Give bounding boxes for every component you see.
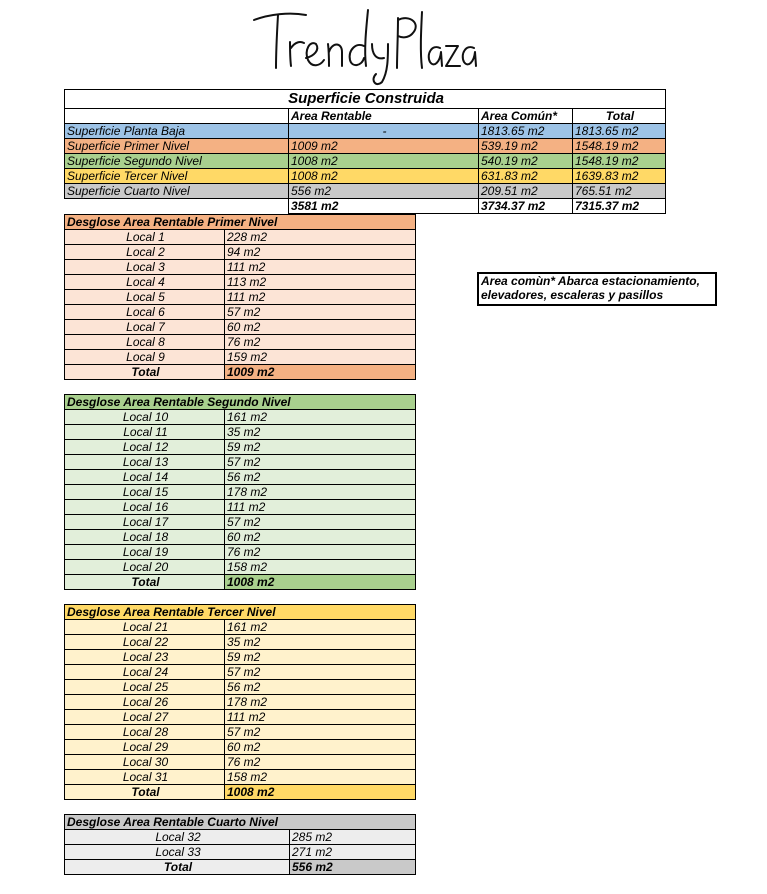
- local-area: 161 m2: [225, 620, 416, 635]
- local-name: Local 24: [65, 665, 225, 680]
- local-name: Local 26: [65, 695, 225, 710]
- local-name: Local 31: [65, 770, 225, 785]
- note-line-1: Area comùn* Abarca estacionamiento,: [481, 274, 700, 288]
- section-total-row: [65, 575, 416, 590]
- totals-total: 7315.37 m2: [573, 199, 666, 214]
- area-comun-note: [477, 272, 717, 306]
- summary-title: Superficie Construida: [65, 90, 666, 109]
- summary-row-primer-nivel: [65, 139, 666, 154]
- table-row: [65, 335, 416, 350]
- row-area-comun: 1813.65 m2: [479, 124, 573, 139]
- row-total: 1813.65 m2: [573, 124, 666, 139]
- table-row: [65, 470, 416, 485]
- totals-area-rentable: 3581 m2: [289, 199, 479, 214]
- note-line-2: elevadores, escaleras y pasillos: [481, 288, 664, 302]
- summary-row-segundo-nivel: [65, 154, 666, 169]
- summary-row-planta-baja: [65, 124, 666, 139]
- row-area-rentable: 556 m2: [289, 184, 479, 199]
- local-area: 271 m2: [290, 845, 416, 860]
- table-row: [65, 620, 416, 635]
- local-area: 35 m2: [225, 425, 416, 440]
- table-row: [65, 830, 416, 845]
- row-total: 1639.83 m2: [573, 169, 666, 184]
- table-row: [65, 710, 416, 725]
- section-title: Desglose Area Rentable Segundo Nivel: [65, 395, 416, 410]
- local-name: Local 8: [65, 335, 225, 350]
- section-title: Desglose Area Rentable Primer Nivel: [65, 215, 416, 230]
- local-name: Local 5: [65, 290, 225, 305]
- local-name: Local 27: [65, 710, 225, 725]
- local-name: Local 30: [65, 755, 225, 770]
- local-area: 178 m2: [225, 695, 416, 710]
- row-area-comun: 539.19 m2: [479, 139, 573, 154]
- row-area-rentable: 1009 m2: [289, 139, 479, 154]
- local-area: 56 m2: [225, 470, 416, 485]
- table-row: [65, 260, 416, 275]
- total-value: 556 m2: [290, 860, 416, 875]
- local-area: 57 m2: [225, 455, 416, 470]
- local-name: Local 29: [65, 740, 225, 755]
- row-label: Superficie Planta Baja: [65, 124, 289, 139]
- row-total: 1548.19 m2: [573, 154, 666, 169]
- desglose-segundo-nivel-table: [64, 394, 416, 590]
- local-area: 57 m2: [225, 665, 416, 680]
- table-row: [65, 740, 416, 755]
- summary-totals-row: [65, 199, 666, 214]
- table-row: [65, 290, 416, 305]
- table-row: [65, 500, 416, 515]
- local-area: 113 m2: [225, 275, 416, 290]
- local-name: Local 6: [65, 305, 225, 320]
- local-area: 178 m2: [225, 485, 416, 500]
- local-area: 94 m2: [225, 245, 416, 260]
- table-row: [65, 440, 416, 455]
- table-row: [65, 320, 416, 335]
- table-row: [65, 530, 416, 545]
- section-title: Desglose Area Rentable Cuarto Nivel: [65, 815, 416, 830]
- local-area: 60 m2: [225, 530, 416, 545]
- local-name: Local 33: [65, 845, 290, 860]
- row-label: Superficie Primer Nivel: [65, 139, 289, 154]
- local-area: 57 m2: [225, 305, 416, 320]
- row-area-rentable: -: [289, 124, 479, 139]
- table-row: [65, 845, 416, 860]
- desglose-primer-nivel-table: [64, 214, 416, 380]
- row-area-comun: 209.51 m2: [479, 184, 573, 199]
- table-row: [65, 230, 416, 245]
- table-row: [65, 245, 416, 260]
- row-total: 1548.19 m2: [573, 139, 666, 154]
- table-row: [65, 770, 416, 785]
- local-name: Local 16: [65, 500, 225, 515]
- local-name: Local 1: [65, 230, 225, 245]
- local-area: 111 m2: [225, 710, 416, 725]
- local-area: 161 m2: [225, 410, 416, 425]
- table-row: [65, 425, 416, 440]
- table-row: [65, 515, 416, 530]
- table-row: [65, 305, 416, 320]
- row-area-comun: 631.83 m2: [479, 169, 573, 184]
- table-row: [65, 755, 416, 770]
- local-name: Local 10: [65, 410, 225, 425]
- header-area-comun: Area Común*: [479, 109, 573, 124]
- row-area-comun: 540.19 m2: [479, 154, 573, 169]
- local-name: Local 9: [65, 350, 225, 365]
- table-row: [65, 635, 416, 650]
- local-name: Local 22: [65, 635, 225, 650]
- row-label: Superficie Cuarto Nivel: [65, 184, 289, 199]
- local-area: 76 m2: [225, 335, 416, 350]
- total-label: Total: [65, 365, 225, 380]
- row-area-rentable: 1008 m2: [289, 154, 479, 169]
- local-name: Local 7: [65, 320, 225, 335]
- section-title: Desglose Area Rentable Tercer Nivel: [65, 605, 416, 620]
- local-name: Local 3: [65, 260, 225, 275]
- table-row: [65, 275, 416, 290]
- row-area-rentable: 1008 m2: [289, 169, 479, 184]
- table-row: [65, 665, 416, 680]
- total-value: 1009 m2: [225, 365, 416, 380]
- header-blank: [65, 109, 289, 124]
- section-total-row: [65, 785, 416, 800]
- desglose-tercer-nivel-table: [64, 604, 416, 800]
- total-label: Total: [65, 860, 290, 875]
- row-total: 765.51 m2: [573, 184, 666, 199]
- local-name: Local 15: [65, 485, 225, 500]
- row-label: Superficie Tercer Nivel: [65, 169, 289, 184]
- header-total: Total: [573, 109, 666, 124]
- summary-row-cuarto-nivel: [65, 184, 666, 199]
- local-area: 57 m2: [225, 515, 416, 530]
- local-name: Local 28: [65, 725, 225, 740]
- local-name: Local 20: [65, 560, 225, 575]
- local-name: Local 12: [65, 440, 225, 455]
- local-name: Local 14: [65, 470, 225, 485]
- local-name: Local 11: [65, 425, 225, 440]
- total-value: 1008 m2: [225, 575, 416, 590]
- section-total-row: [65, 860, 416, 875]
- total-label: Total: [65, 575, 225, 590]
- local-area: 60 m2: [225, 740, 416, 755]
- table-row: [65, 725, 416, 740]
- local-area: 111 m2: [225, 290, 416, 305]
- table-row: [65, 485, 416, 500]
- trendy-plaza-logo: [250, 2, 480, 86]
- desglose-cuarto-nivel-table: [64, 814, 416, 875]
- local-area: 111 m2: [225, 260, 416, 275]
- local-name: Local 25: [65, 680, 225, 695]
- local-name: Local 23: [65, 650, 225, 665]
- local-area: 59 m2: [225, 650, 416, 665]
- local-area: 56 m2: [225, 680, 416, 695]
- totals-area-comun: 3734.37 m2: [479, 199, 573, 214]
- local-name: Local 19: [65, 545, 225, 560]
- table-row: [65, 680, 416, 695]
- local-area: 111 m2: [225, 500, 416, 515]
- local-name: Local 2: [65, 245, 225, 260]
- local-area: 228 m2: [225, 230, 416, 245]
- table-row: [65, 350, 416, 365]
- local-area: 59 m2: [225, 440, 416, 455]
- total-label: Total: [65, 785, 225, 800]
- section-total-row: [65, 365, 416, 380]
- header-area-rentable: Area Rentable: [289, 109, 479, 124]
- local-area: 158 m2: [225, 560, 416, 575]
- local-area: 159 m2: [225, 350, 416, 365]
- superficie-construida-table: [64, 89, 666, 214]
- local-area: 35 m2: [225, 635, 416, 650]
- total-value: 1008 m2: [225, 785, 416, 800]
- local-area: 76 m2: [225, 755, 416, 770]
- row-label: Superficie Segundo Nivel: [65, 154, 289, 169]
- local-name: Local 13: [65, 455, 225, 470]
- local-name: Local 21: [65, 620, 225, 635]
- table-row: [65, 560, 416, 575]
- table-row: [65, 410, 416, 425]
- local-area: 60 m2: [225, 320, 416, 335]
- local-name: Local 32: [65, 830, 290, 845]
- totals-blank: [65, 199, 289, 214]
- local-name: Local 4: [65, 275, 225, 290]
- local-name: Local 17: [65, 515, 225, 530]
- table-row: [65, 650, 416, 665]
- local-area: 285 m2: [290, 830, 416, 845]
- local-area: 57 m2: [225, 725, 416, 740]
- local-area: 76 m2: [225, 545, 416, 560]
- local-name: Local 18: [65, 530, 225, 545]
- table-row: [65, 455, 416, 470]
- table-row: [65, 545, 416, 560]
- summary-row-tercer-nivel: [65, 169, 666, 184]
- table-row: [65, 695, 416, 710]
- local-area: 158 m2: [225, 770, 416, 785]
